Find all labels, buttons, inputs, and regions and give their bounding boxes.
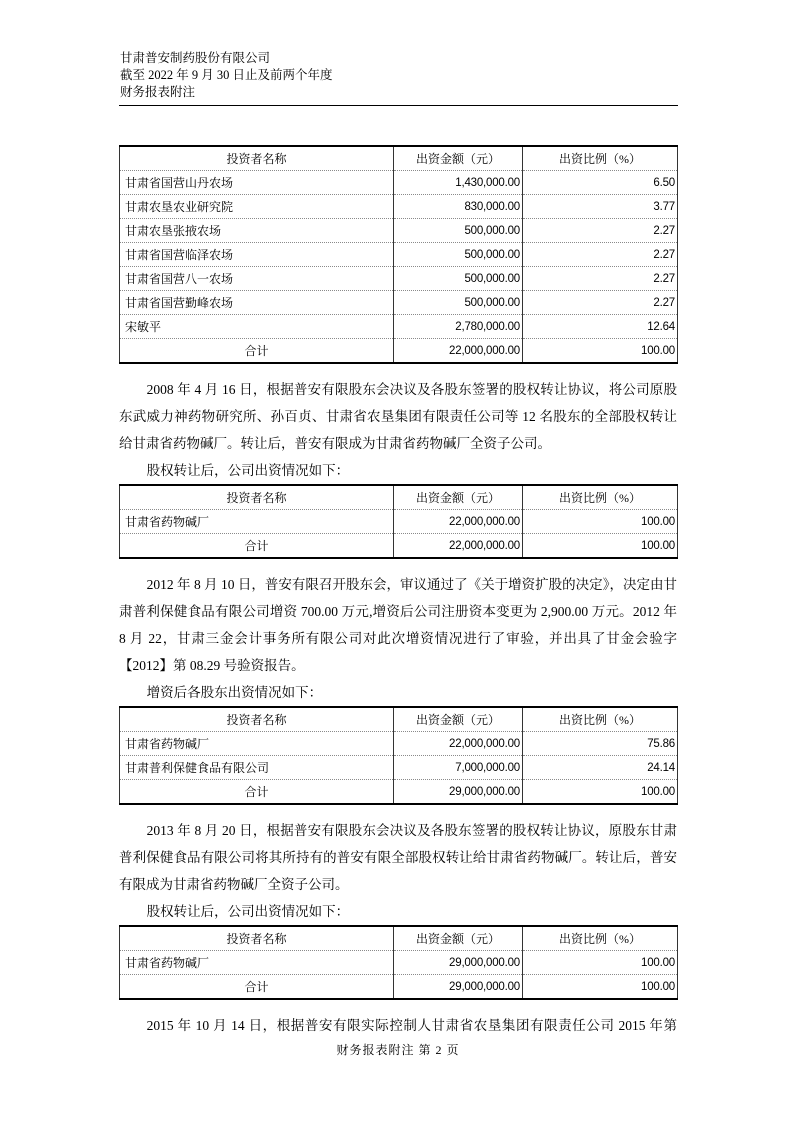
table-total-row (120, 534, 678, 559)
investor-name-cell: 甘肃农垦农业研究院 (120, 195, 394, 219)
table-total-row (120, 975, 678, 1000)
investor-name-cell: 甘肃省国营八一农场 (120, 267, 394, 291)
investor-name-cell: 合计 (120, 534, 394, 559)
amount-cell: 22,000,000.00 (394, 732, 523, 756)
ratio-cell: 6.50 (523, 171, 678, 195)
column-header: 出资比例（%） (523, 707, 678, 732)
table-row (120, 243, 678, 267)
investment-table (119, 706, 678, 805)
amount-cell: 500,000.00 (394, 267, 523, 291)
amount-cell: 2,780,000.00 (394, 315, 523, 339)
ratio-cell: 2.27 (523, 267, 678, 291)
column-header: 出资金额（元） (394, 485, 523, 510)
table-row (120, 756, 678, 780)
table-row (120, 510, 678, 534)
paragraph: 2015 年 10 月 14 日，根据普安有限实际控制人甘肃省农垦集团有限责任公司 2015 年第 (146, 1018, 677, 1033)
investor-name-cell: 宋敏平 (120, 315, 394, 339)
page-footer: 财务报表附注 第 2 页 (336, 1043, 460, 1057)
amount-cell: 29,000,000.00 (394, 975, 523, 1000)
paragraph: 2013 年 8 月 20 日，根据普安有限股东会决议及各股东签署的股权转让协议，原股东甘肃普利保健食品有限公司将其所持有的普安有限全部股权转让给甘肃省药物碱厂。转让后，普安有限成为甘肃省药物碱厂全资子公司。 (119, 823, 677, 892)
table-total-row (120, 780, 678, 805)
investor-name-cell: 合计 (120, 339, 394, 364)
amount-cell: 7,000,000.00 (394, 756, 523, 780)
paragraph: 2008 年 4 月 16 日，根据普安有限股东会决议及各股东签署的股权转让协议，将公司原股东武威力神药物研究所、孙百贞、甘肃省农垦集团有限责任公司等 12 名股东的全部股权转让给甘肃省药物碱厂。转让后，普安有限成为甘肃省药物碱厂全资子公司。 (119, 382, 677, 451)
ratio-cell: 24.14 (523, 756, 678, 780)
amount-cell: 500,000.00 (394, 219, 523, 243)
amount-cell: 830,000.00 (394, 195, 523, 219)
amount-cell: 29,000,000.00 (394, 951, 523, 975)
amount-cell: 1,430,000.00 (394, 171, 523, 195)
investor-name-cell: 合计 (120, 780, 394, 805)
column-header: 投资者名称 (226, 713, 287, 727)
amount-cell: 500,000.00 (394, 291, 523, 315)
investment-table (119, 145, 678, 364)
ratio-cell: 3.77 (523, 195, 678, 219)
column-header: 出资比例（%） (523, 926, 678, 951)
document-title: 财务报表附注 (120, 85, 196, 99)
ratio-cell: 100.00 (523, 975, 678, 1000)
ratio-cell: 100.00 (523, 339, 678, 364)
table-row (120, 219, 678, 243)
investor-name-cell: 甘肃省药物碱厂 (120, 951, 394, 975)
investor-name-cell: 合计 (120, 975, 394, 1000)
ratio-cell: 100.00 (523, 534, 678, 559)
amount-cell: 500,000.00 (394, 243, 523, 267)
column-header: 出资比例（%） (523, 146, 678, 171)
investor-name-cell: 甘肃普利保健食品有限公司 (120, 756, 394, 780)
table-row (120, 267, 678, 291)
investor-name-cell: 甘肃省国营临泽农场 (120, 243, 394, 267)
table-row (120, 171, 678, 195)
ratio-cell: 100.00 (523, 510, 678, 534)
column-header: 投资者名称 (226, 152, 287, 166)
ratio-cell: 75.86 (523, 732, 678, 756)
column-header: 出资比例（%） (523, 485, 678, 510)
table-total-row (120, 339, 678, 364)
table-row (120, 315, 678, 339)
investor-name-cell: 甘肃省药物碱厂 (120, 732, 394, 756)
table-row (120, 951, 678, 975)
table-header-row (120, 146, 678, 171)
column-header: 出资金额（元） (394, 707, 523, 732)
table-row (120, 195, 678, 219)
page-header (120, 50, 333, 101)
ratio-cell: 2.27 (523, 243, 678, 267)
header-divider (119, 105, 678, 106)
company-name: 甘肃普安制药股份有限公司 (120, 51, 271, 65)
table-row (120, 291, 678, 315)
investment-table (119, 484, 678, 559)
paragraph: 增资后各股东出资情况如下： (146, 685, 323, 700)
ratio-cell: 2.27 (523, 291, 678, 315)
table-header-row (120, 485, 678, 510)
paragraph: 股权转让后，公司出资情况如下： (146, 904, 350, 919)
ratio-cell: 12.64 (523, 315, 678, 339)
document-body (119, 145, 677, 1039)
amount-cell: 22,000,000.00 (394, 339, 523, 364)
amount-cell: 22,000,000.00 (394, 534, 523, 559)
table-row (120, 732, 678, 756)
column-header: 投资者名称 (226, 491, 287, 505)
investor-name-cell: 甘肃省国营山丹农场 (120, 171, 394, 195)
amount-cell: 22,000,000.00 (394, 510, 523, 534)
investment-table (119, 925, 678, 1000)
report-period: 截至 2022 年 9 月 30 日止及前两个年度 (120, 68, 333, 82)
ratio-cell: 100.00 (523, 951, 678, 975)
ratio-cell: 2.27 (523, 219, 678, 243)
paragraph: 2012 年 8 月 10 日，普安有限召开股东会，审议通过了《关于增资扩股的决定》，决定由甘肃普利保健食品有限公司增资 700.00 万元,增资后公司注册资本变更为 2,900.00 万元。2012 年 8 月 22，甘肃三金会计事务所有限公司对此次增资情况进行了审验，并出具了甘金会验字【2012】第 08.29 号验资报告。 (119, 577, 677, 673)
investor-name-cell: 甘肃省国营勤峰农场 (120, 291, 394, 315)
table-header-row (120, 707, 678, 732)
column-header: 出资金额（元） (394, 926, 523, 951)
paragraph: 股权转让后，公司出资情况如下： (146, 463, 350, 478)
amount-cell: 29,000,000.00 (394, 780, 523, 805)
column-header: 出资金额（元） (394, 146, 523, 171)
ratio-cell: 100.00 (523, 780, 678, 805)
investor-name-cell: 甘肃省药物碱厂 (120, 510, 394, 534)
investor-name-cell: 甘肃农垦张掖农场 (120, 219, 394, 243)
column-header: 投资者名称 (226, 932, 287, 946)
table-header-row (120, 926, 678, 951)
